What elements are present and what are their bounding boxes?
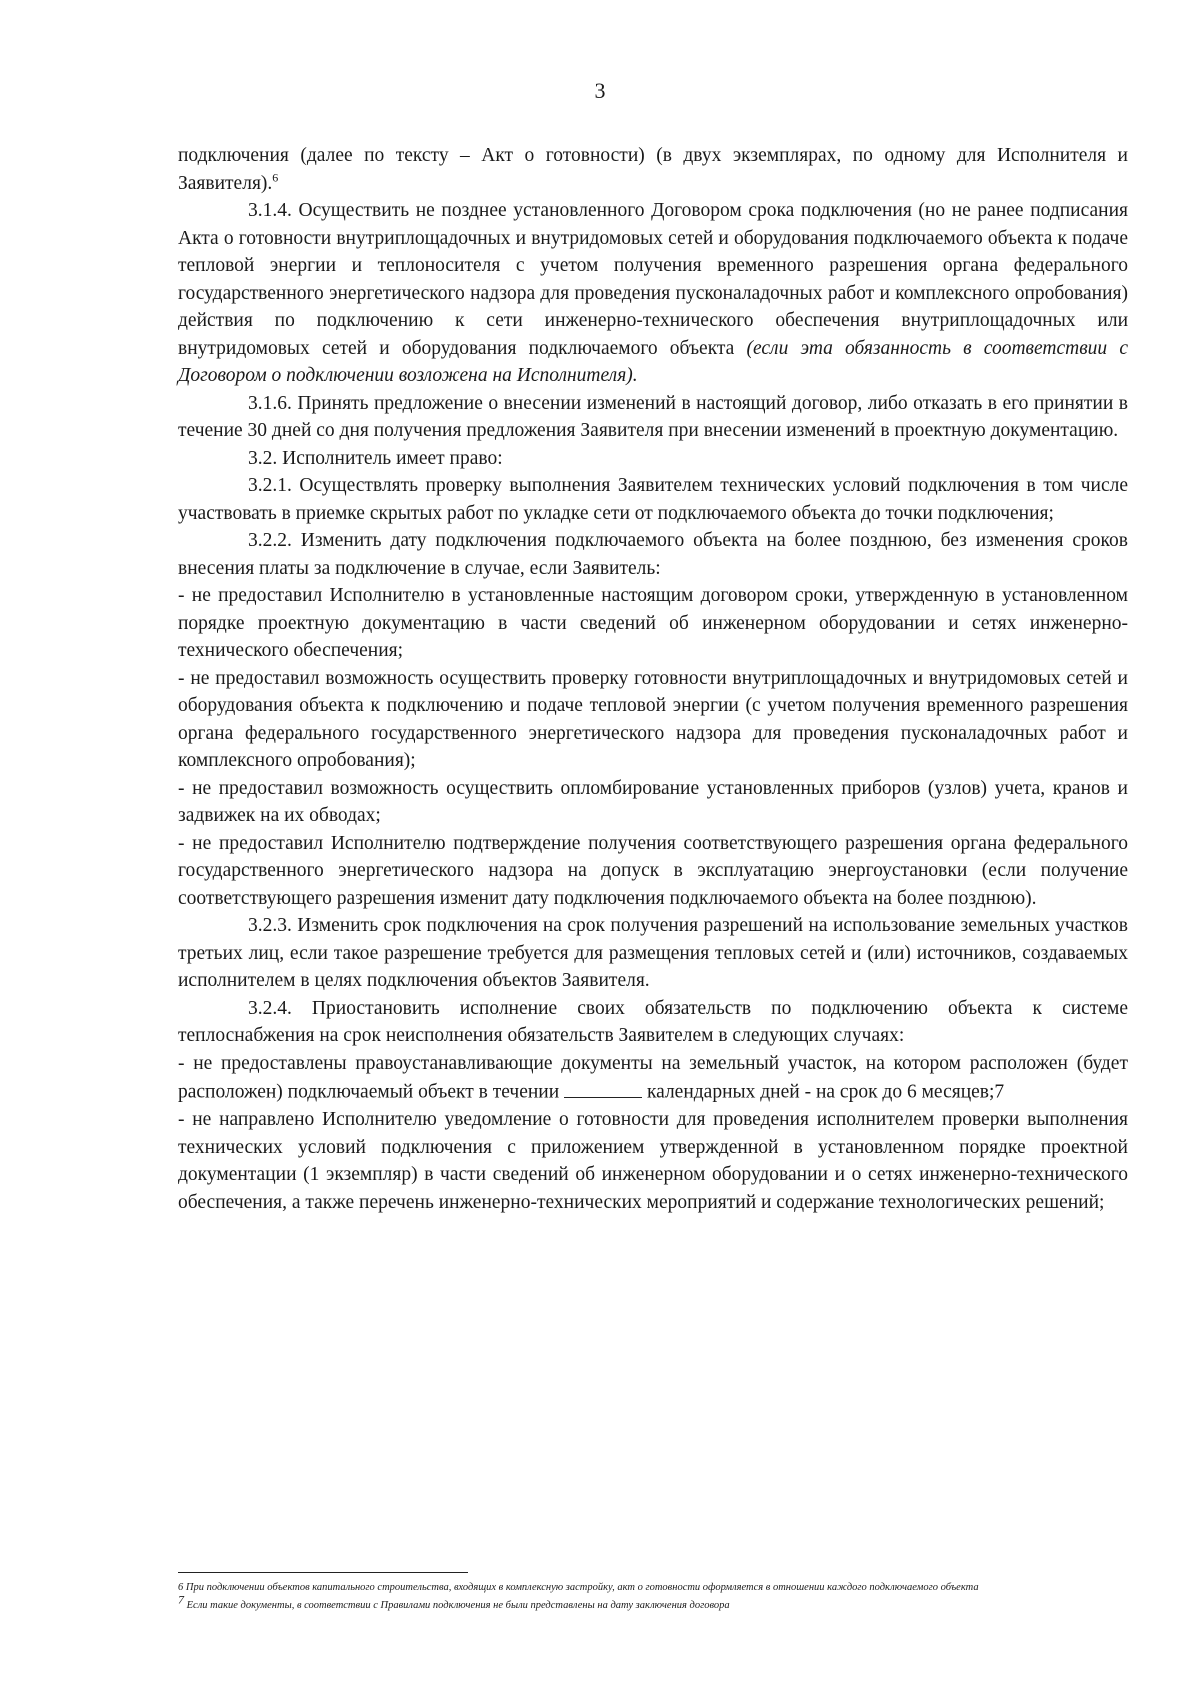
clause-3-2-2: 3.2.2. Изменить дату подключения подключаемого объекта на более позднюю, без изменения сроков внесения платы за подключение в случае, если Заявитель: <box>178 530 1128 579</box>
italic-note: (если эта обязанность в соответствии с Договором о подключении возложена на Исполнителя). <box>178 337 1128 386</box>
footnote-ref: 6 <box>272 170 279 184</box>
footnote-number: 7 <box>178 1592 184 1607</box>
footnotes <box>178 1580 1128 1616</box>
clause-3-2-4: 3.2.4. Приостановить исполнение своих обязательств по подключению объекта к системе теплоснабжения на срок неисполнения обязательств Заявителем в следующих случаях: <box>178 997 1128 1046</box>
clause-3-2-3: 3.2.3. Изменить срок подключения на срок получения разрешений на использование земельных участков третьих лиц, если такое разрешение требуется для размещения тепловых сетей и (или) источников, создаваемых исполнителем в целях подключения объектов Заявителя. <box>178 915 1128 991</box>
paragraph-text: - не предоставлены правоустанавливающие документы на земельный участок, на котором расположен (будет расположен) подключаемый объект в течении <box>178 1052 1128 1103</box>
list-item: - не направлено Исполнителю уведомление о готовности для проведения исполнителем проверки выполнения технических условий подключения с приложением утвержденной в установленном порядке проектной документации (1 экземпляр) в части сведений об инженерном оборудовании и о сетях инженерно-технического обеспечения, а также перечень инженерно-технических мероприятий и содержание технологических решений; <box>178 1109 1128 1213</box>
list-item <box>178 1050 1128 1107</box>
footnote-text: Если такие документы, в соответствии с Правилами подключения не были представлены на дату заключения договора <box>186 1600 730 1611</box>
footnote-separator <box>178 1572 468 1573</box>
paragraph-text: календарных дней - на срок до 6 месяцев;7 <box>646 1081 1005 1103</box>
list-item: - не предоставил Исполнителю подтверждение получения соответствующего разрешения органа федерального государственного энергетического надзора на допуск в эксплуатацию энергоустановки (если получение соответствующего разрешения изменит дату подключения подключаемого объекта на более позднюю). <box>178 832 1128 909</box>
list-item: - не предоставил возможность осуществить проверку готовности внутриплощадочных и внутридомовых сетей и оборудования объекта к подключению и подаче тепловой энергии (с учетом получения временного разрешения органа федерального государственного энергетического надзора для проведения пусконаладочных работ и комплексного опробования); <box>178 667 1128 771</box>
clause-3-1-4 <box>178 197 1128 390</box>
footnote-7 <box>178 1592 1128 1613</box>
clause-3-2-1: 3.2.1. Осуществлять проверку выполнения Заявителем технических условий подключения в том числе участвовать в приемке скрытых работ по укладке сети от подключаемого объекта до точки подключения; <box>178 475 1128 524</box>
paragraph-text: подключения (далее по тексту – Акт о готовности) (в двух экземплярах, по одному для Исполнителя и Заявителя). <box>178 145 1128 194</box>
blank-line <box>564 1077 642 1098</box>
clause-3-2: 3.2. Исполнитель имеет право: <box>248 447 503 469</box>
footnote-6: 6 При подключении объектов капитального строительства, входящих в комплексную застройку, акт о готовности оформляется в отношении каждого подключаемого объекта <box>178 1582 979 1593</box>
document-body <box>178 142 1128 1216</box>
clause-3-1-6: 3.1.6. Принять предложение о внесении изменений в настоящий договор, либо отказать в его принятии в течение 30 дней со дня получения предложения Заявителя при внесении изменений в проектную документацию. <box>178 392 1128 441</box>
paragraph <box>178 142 1128 197</box>
list-item: - не предоставил возможность осуществить опломбирование установленных приборов (узлов) учета, кранов и задвижек на их обводах; <box>178 777 1128 826</box>
page-number: 3 <box>594 78 606 103</box>
list-item: - не предоставил Исполнителю в установленные настоящим договором сроки, утвержденную в установленном порядке проектную документацию в части сведений об инженерном оборудовании и сетях инженерно-технического обеспечения; <box>178 585 1128 661</box>
paragraph-text: 3.1.4. Осуществить не позднее установленного Договором срока подключения (но не ранее подписания Акта о готовности внутриплощадочных и внутридомовых сетей и оборудования подключаемого объекта к подаче тепловой энергии и теплоносителя с учетом получения временного разрешения органа федерального государственного энергетического надзора для проведения пусконаладочных работ и комплексного опробования) действия по подключению к сети инженерно-технического обеспечения внутриплощадочных или внутридомовых сетей и оборудования подключаемого объекта <box>178 200 1128 359</box>
